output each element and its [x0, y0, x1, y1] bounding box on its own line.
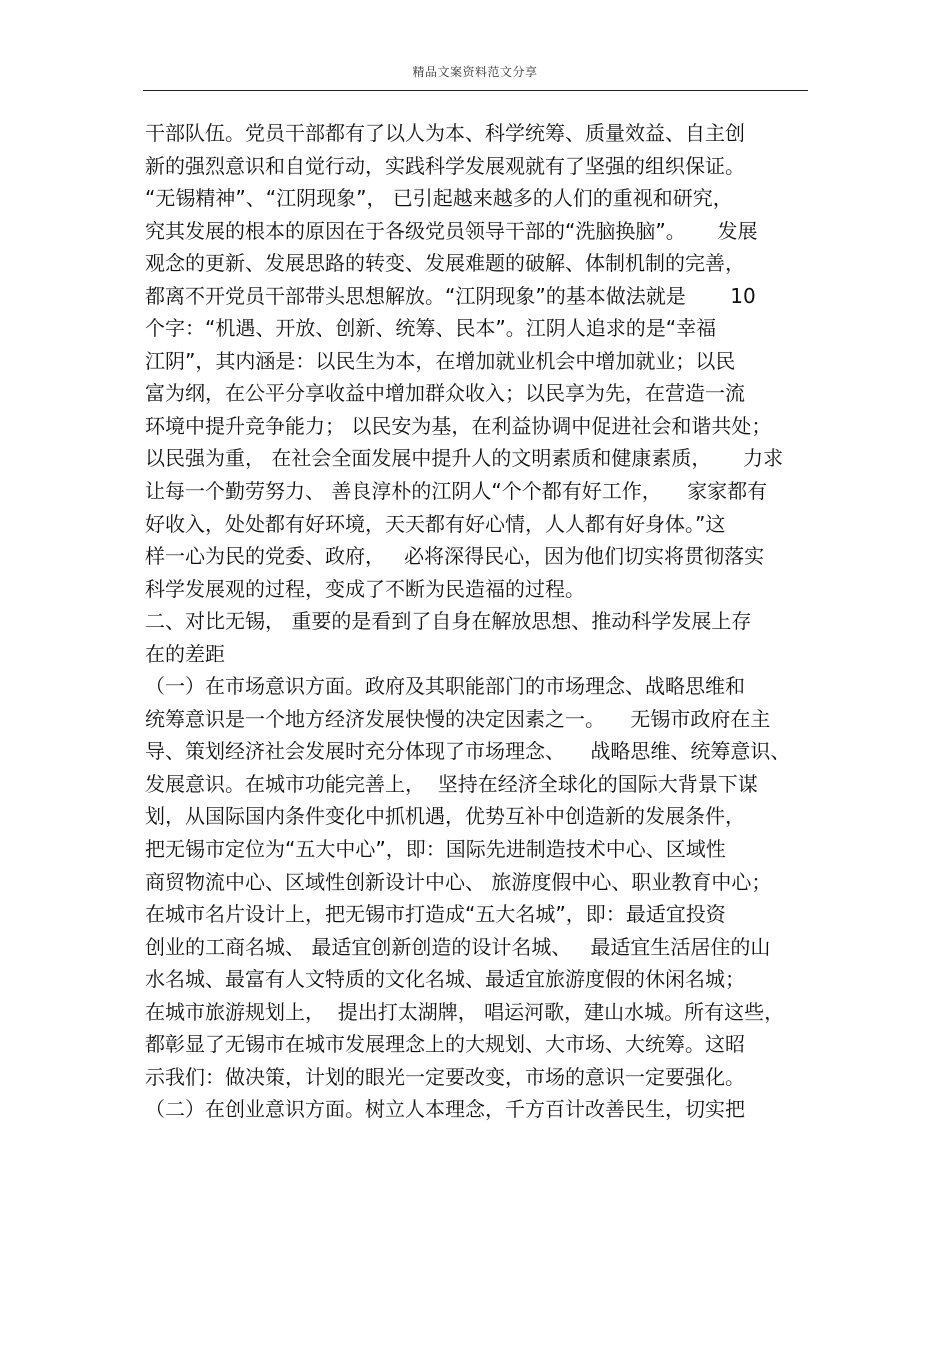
- text-line: 示我们：做决策，计划的眼光一定要改变，市场的意识一定要强化。: [145, 1064, 745, 1089]
- text-line: 环境中提升竞争能力； 以民安为基，在利益协调中促进社会和谐共处；: [145, 413, 772, 438]
- page-header: 精品文案资料范文分享: [412, 65, 538, 79]
- text-line: 以民强为重， 在社会全面发展中提升人的文明素质和健康素质， 力求: [145, 446, 784, 471]
- text-line: 把无锡市定位为“五大中心”，即：国际先进制造技术中心、区域性: [145, 837, 726, 862]
- section-heading: 二、对比无锡， 重要的是看到了自身在解放思想、推动科学发展上存: [145, 609, 752, 634]
- text-line: 科学发展观的过程，变成了不断为民造福的过程。: [145, 576, 585, 601]
- text-line: 究其发展的根本的原因在于各级党员领导干部的“洗脑换脑”。 发展: [145, 218, 758, 243]
- text-line: 统筹意识是一个地方经济发展快慢的决定因素之一。 无锡市政府在主: [145, 706, 771, 731]
- text-line: 富为纲，在公平分享收益中增加群众收入；以民享为先，在营造一流: [145, 381, 745, 406]
- text-line: 商贸物流中心、区域性创新设计中心、 旅游度假中心、职业教育中心；: [145, 869, 772, 894]
- text-line: 都离不开党员干部带头思想解放。“江阴现象”的基本做法就是 10: [145, 283, 756, 308]
- subsection-start: （一）在市场意识方面。政府及其职能部门的市场理念、战略思维和: [145, 674, 745, 699]
- text-line: 让每一个勤劳努力、 善良淳朴的江阴人“个个都有好工作， 家家都有: [145, 479, 768, 504]
- text-line: 在城市名片设计上，把无锡市打造成“五大名城”，即：最适宜投资: [145, 902, 726, 927]
- subsection-start: （二）在创业意识方面。树立人本理念，千方百计改善民生，切实把: [145, 1097, 745, 1122]
- text-line: 新的强烈意识和自觉行动，实践科学发展观就有了坚强的组织保证。: [145, 153, 745, 178]
- text-line: 都彰显了无锡市在城市发展理念上的大规划、大市场、大统筹。这昭: [145, 1032, 745, 1057]
- document-body: [145, 117, 825, 1126]
- text-line: 发展意识。在城市功能完善上， 坚持在经济全球化的国际大背景下谋: [145, 771, 758, 796]
- text-line: “无锡精神”、“江阴现象”， 已引起越来越多的人们的重视和研究，: [145, 186, 733, 211]
- header-divider: [143, 90, 808, 91]
- text-line: 观念的更新、发展思路的转变、发展难题的破解、体制机制的完善，: [145, 251, 745, 276]
- text-line: 创业的工商名城、 最适宜创新创造的设计名城、 最适宜生活居住的山: [145, 934, 771, 959]
- text-line: 个字：“机遇、开放、创新、统筹、民本”。江阴人追求的是“幸福: [145, 316, 717, 341]
- text-line: 划，从国际国内条件变化中抓机遇，优势互补中创造新的发展条件，: [145, 804, 745, 829]
- text-line: 好收入，处处都有好环境，天天都有好心情，人人都有好身体。”这: [145, 511, 726, 536]
- text-line: 样一心为民的党委、政府， 必将深得民心，因为他们切实将贯彻落实: [145, 544, 765, 569]
- text-line: 江阴”，其内涵是：以民生为本，在增加就业机会中增加就业；以民: [145, 348, 736, 373]
- text-line: 水名城、最富有人文特质的文化名城、最适宜旅游度假的休闲名城；: [145, 967, 745, 992]
- text-line: 在城市旅游规划上， 提出打太湖牌， 唱运河歌，建山水城。所有这些，: [145, 999, 785, 1024]
- text-line: 干部队伍。党员干部都有了以人为本、科学统筹、质量效益、自主创: [145, 121, 745, 145]
- text-line: 导、策划经济社会发展时充分体现了市场理念、 战略思维、统筹意识、: [145, 739, 791, 764]
- section-heading: 在的差距: [145, 641, 225, 666]
